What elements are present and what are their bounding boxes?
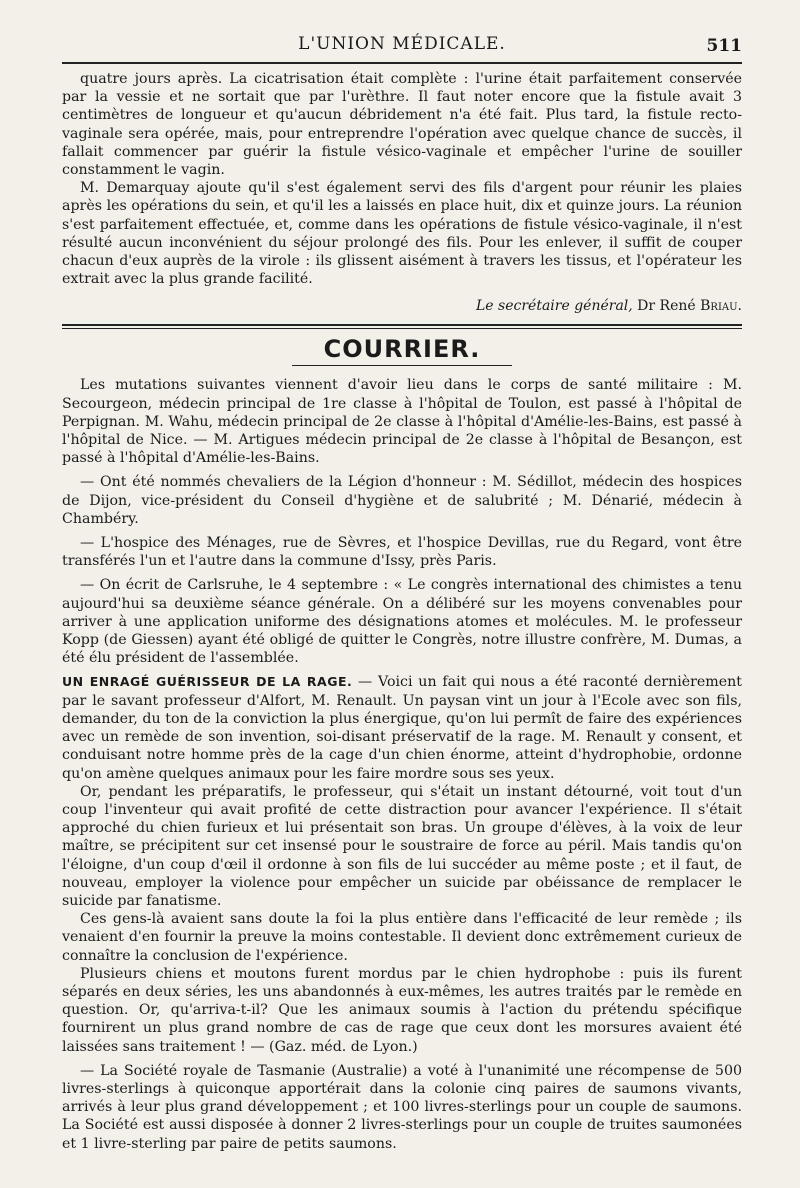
section-divider [62,324,742,329]
paragraph-text: — Voici un fait qui nous a été raconté dernièrement par le savant professeur d'Alfort, M. Renault. Un paysan vint un jour à l'Ecole avec son fils, demander, du ton de la conviction la plus énergique, qu'on lui permît de faire des expériences avec un remède de son invention, soi-disant préservatif de la rage. M. Renault y consent, et conduisant notre homme près de la cage d'un chien énorme, atteint d'hydrophobie, ordonne qu'on amène quelques animaux pour les faire mordre sous ses yeux. [62,674,742,782]
section-title: COURRIER. [323,335,481,364]
paragraph: — Ont été nommés chevaliers de la Légion d'honneur : M. Sédillot, médecin des hospices de Dijon, vice-président du Conseil d'hygiène et de salubrité ; M. Dénarié, médecin à Chambéry. [62,474,742,527]
paragraph: — On écrit de Carlsruhe, le 4 septembre : « Le congrès international des chimistes a tenu aujourd'hui sa deuxième séance générale. On a délibéré sur les moyens convenables pour arriver à une application uniforme des désignations atomes et molécules. M. le professeur Kopp (de Giessen) ayant été obligé de quitter le Congrès, notre illustre confrère, M. Dumas, a été élu président de l'assemblée. [62,577,742,667]
signature-role: Le secrétaire général, [476,298,633,315]
paragraph: Ces gens-là avaient sans doute la foi la plus entière dans l'efficacité de leur remède ; ils venaient d'en fournir la preuve la moins contestable. Il devient donc extrêmement curieux de connaître la conclusion de l'expérience. [62,911,742,964]
document-page [62,28,742,1153]
paragraph: Or, pendant les préparatifs, le professeur, qui s'était un instant détourné, voit tout d'un coup l'inventeur qui avait profité de cette distraction pour avancer l'expérience. Il s'était approché du chien furieux et lui présentait son bras. Un groupe d'élèves, à la voix de leur maître, se précipitent sur cet insensé pour le soustraire de force au péril. Mais tandis qu'on l'éloigne, d'un coup d'œil il ordonne à son fils de lui succéder au même poste ; et il faut, de nouveau, employer la violence pour empêcher un suicide par obéissance de remplacer le suicide par fanatisme. [62,783,742,909]
page-number: 511 [706,36,742,56]
paragraph: — La Société royale de Tasmanie (Australie) a voté à l'unanimité une récompense de 500 livres-sterlings à quiconque apportérait dans la colonie cinq paires de saumons vivants, arrivés à leur plus grand développement ; et 100 livres-sterlings pour un couple de saumons. La Société est aussi disposée à donner 2 livres-sterlings pour un couple de truites saumonées et 1 livre-sterling par paire de petits saumons. [62,1062,742,1152]
signature-surname: Briau. [700,298,742,315]
paragraph: Plusieurs chiens et moutons furent mordus par le chien hydrophobe : puis ils furent séparés en deux séries, les uns abandonnés à eux-mêmes, les autres traités par le remède en question. Or, qu'arriva-t-il? Que les animaux soumis à l'action du prétendu spécifique fournirent un plus grand nombre de cas de rage que ceux dont les morsures avaient été laissées sans traitement ! — (Gaz. méd. de Lyon.) [62,965,742,1055]
runin-heading: UN ENRAGÉ GUÉRISSEUR DE LA RAGE. [62,674,353,690]
header-rule [62,62,742,64]
page-header [62,28,742,62]
running-title: L'UNION MÉDICALE. [298,34,506,54]
paragraph: quatre jours après. La cicatrisation était complète : l'urine était parfaitement conservée par la vessie et ne sortait que par l'urèthre. Il faut noter encore que la fistule avait 3 centimètres de longueur et qu'aucun débridement n'a été fait. Plus tard, la fistule recto-vaginale sera opérée, mais, pour entreprendre l'opération avec quelque chance de succès, il fallait commencer par guérir la fistule vésico-vaginale et empêcher l'urine de souiller constamment le vagin. [62,71,742,179]
paragraph: M. Demarquay ajoute qu'il s'est également servi des fils d'argent pour réunir les plaies après les opérations du sein, et qu'il les a laissés en place huit, dix et quinze jours. La réunion s'est parfaitement effectuée, et, comme dans les opérations de fistule vésico-vaginale, il n'est résulté aucun inconvénient du séjour prolongé des fils. Pour les enlever, il suffit de couper chacun d'eux auprès de la virole : ils glissent aisément à travers les tissus, et l'opérateur les extrait avec la plus grande facilité. [62,180,742,288]
title-rule [292,365,512,366]
signature [62,298,742,314]
signature-name: Dr René [637,298,696,315]
paragraph: — L'hospice des Ménages, rue de Sèvres, et l'hospice Devillas, rue du Regard, vont être transférés l'un et l'autre dans la commune d'Issy, près Paris. [62,535,742,570]
paragraph [62,673,742,782]
paragraph: Les mutations suivantes viennent d'avoir lieu dans le corps de santé militaire : M. Secourgeon, médecin principal de 1re classe à l'hôpital de Toulon, est passé à l'hôpital de Perpignan. M. Wahu, médecin principal de 2e classe à l'hôpital d'Amélie-les-Bains, est passé à l'hôpital de Nice. — M. Artigues médecin principal de 2e classe à l'hôpital de Besançon, est passé à l'hôpital d'Amélie-les-Bains. [62,377,742,467]
